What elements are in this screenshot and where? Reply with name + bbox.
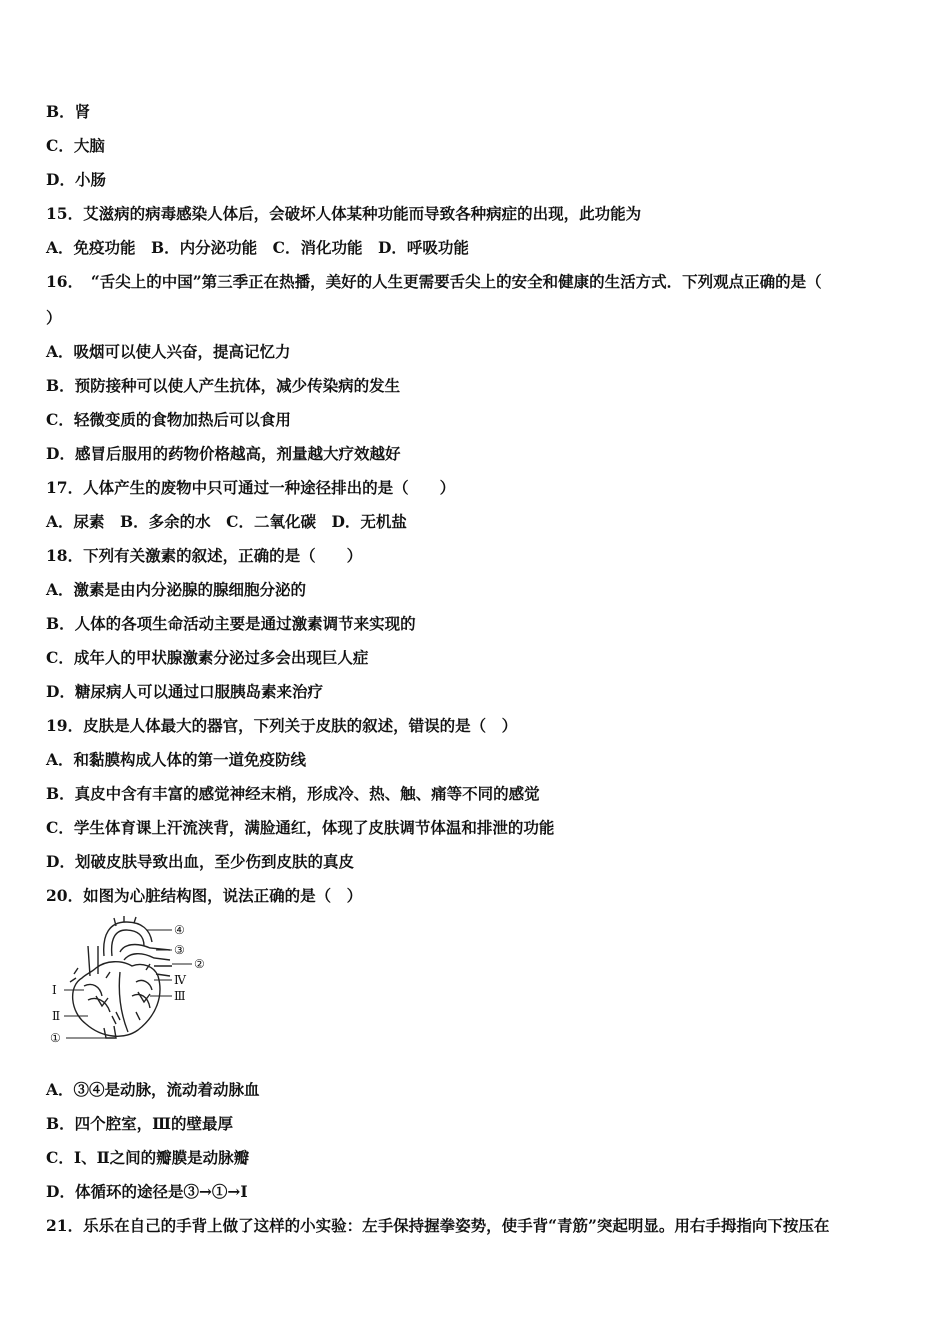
q16-option-b: B．预防接种可以使人产生抗体，减少传染病的发生: [46, 376, 401, 395]
q20-option-b: B．四个腔室，Ⅲ的壁最厚: [46, 1114, 233, 1133]
q16-option-d: D．感冒后服用的药物价格越高，剂量越大疗效越好: [46, 444, 401, 463]
label-iii: Ⅲ: [174, 989, 186, 1003]
q20-option-d: D．体循环的途径是③→①→Ⅰ: [46, 1182, 248, 1201]
q17-options: A．尿素 B．多余的水 C．二氧化碳 D．无机盐: [46, 512, 407, 531]
q19-stem: 19．皮肤是人体最大的器官，下列关于皮肤的叙述，错误的是（ ）: [46, 716, 518, 735]
q19-option-d: D．划破皮肤导致出血，至少伤到皮肤的真皮: [46, 852, 354, 871]
label-4: ④: [174, 923, 185, 937]
q19-option-a: A．和黏膜构成人体的第一道免疫防线: [46, 750, 307, 769]
q15-stem: 15．艾滋病的病毒感染人体后，会破坏人体某种功能而导致各种病症的出现，此功能为: [46, 204, 642, 223]
q14-option-c: C．大脑: [46, 136, 105, 155]
q15-options: A．免疫功能 B．内分泌功能 C．消化功能 D．呼吸功能: [46, 238, 469, 257]
label-2: ②: [194, 957, 205, 971]
q19-option-c: C．学生体育课上汗流浃背，满脸通红，体现了皮肤调节体温和排泄的功能: [46, 818, 555, 837]
q18-option-c: C．成年人的甲状腺激素分泌过多会出现巨人症: [46, 648, 369, 667]
label-3: ③: [174, 943, 185, 957]
q20-stem: 20．如图为心脏结构图，说法正确的是（ ）: [46, 886, 363, 905]
q18-option-d: D．糖尿病人可以通过口服胰岛素来治疗: [46, 682, 323, 701]
q18-option-b: B．人体的各项生命活动主要是通过激素调节来实现的: [46, 614, 416, 633]
q16-stem: 16． “舌尖上的中国”第三季正在热播，美好的人生更需要舌尖上的安全和健康的生活方式．下列观点正确的是（: [46, 272, 822, 291]
q16-option-c: C．轻微变质的食物加热后可以食用: [46, 410, 291, 429]
q16-stem-cont: ）: [46, 308, 62, 327]
label-ii: Ⅱ: [52, 1009, 61, 1023]
q20-option-c: C．Ⅰ、Ⅱ之间的瓣膜是动脉瓣: [46, 1148, 250, 1167]
q20-option-a: A．③④是动脉，流动着动脉血: [46, 1080, 260, 1099]
q14-option-d: D．小肠: [46, 170, 106, 189]
q18-stem: 18．下列有关激素的叙述，正确的是（ ）: [46, 546, 363, 565]
q14-option-b: B．肾: [46, 102, 91, 121]
label-iv: Ⅳ: [174, 973, 186, 987]
label-i: Ⅰ: [52, 983, 57, 997]
q16-option-a: A．吸烟可以使人兴奋，提高记忆力: [46, 342, 291, 361]
q19-option-b: B．真皮中含有丰富的感觉神经末梢，形成冷、热、触、痛等不同的感觉: [46, 784, 540, 803]
q17-stem: 17．人体产生的废物中只可通过一种途径排出的是（ ）: [46, 478, 456, 497]
heart-diagram: [46, 916, 216, 1048]
q18-option-a: A．激素是由内分泌腺的腺细胞分泌的: [46, 580, 307, 599]
label-1: ①: [50, 1031, 61, 1045]
q21-stem: 21．乐乐在自己的手背上做了这样的小实验：左手保持握拳姿势，使手背“青筋”突起明显。用右手拇指向下按压在: [46, 1216, 830, 1235]
